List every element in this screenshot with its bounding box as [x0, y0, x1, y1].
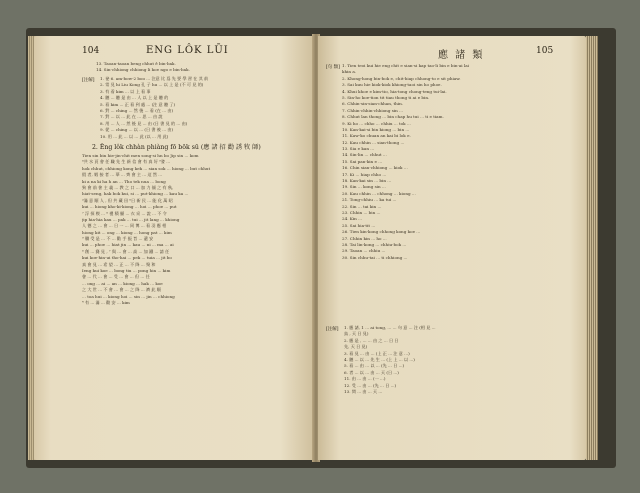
text-line: 12. Kau chhin ... sian-thong ... — [342, 139, 405, 145]
right-page-edges — [586, 36, 598, 460]
body-line: kui ... hiong kho-ki-kiong ... hoi ... phoe ... put — [82, 204, 177, 210]
text-line: 28. Tai lin-kong ... chhiu-bok ... — [342, 241, 407, 247]
body-line: ⁹ 纖 受 是 ... 不 ... 勸 手 振 旨 ... 遺 安 — [82, 236, 154, 242]
left-page-number: 104 — [82, 46, 100, 56]
body-line: ki a na ki ha h an ... Tho tek nua ... bong — [82, 178, 166, 184]
text-line: 20. Kau chhin ... chhong ... kiong ... — [342, 190, 416, 196]
text-line: 26. Tien kin-kong chhong kong koe ... — [342, 229, 421, 235]
text-line: 25. Sai hia-tit ... — [342, 222, 376, 228]
text-line: 11. Kaw-ko chuan an kai bi lok e. — [342, 133, 411, 139]
body-line: kui koe-hin-ui tho-hai ... pek ... tuia ... jit bo — [82, 255, 172, 261]
note-line: 9. 從 ... ching ... 以 ... (日 書 被 ... 由) — [100, 127, 174, 133]
note-line: 1. 應 諸, 1 ... ai tong, ... ... 句 意 ... 注 (相 見 ... — [344, 325, 436, 330]
text-line: 8. Chhut lan thong ... bin chap hu tui ... ti e tiam. — [342, 114, 444, 120]
body-line: 會 ... 代 ... 會 ... 受 ... 會 ... 但 ... 任 — [82, 274, 150, 280]
left-top-lines — [96, 61, 190, 74]
text-line: 5. Sin-ho koe-tion tit tiau thong ti ai e bin. — [342, 94, 430, 100]
note-line: 10. 用 ... 此 ... 以 ... 此 (以 ... 用 此) — [100, 133, 169, 139]
text-line: 2. Khong-hong bin-bok e, chit-hiap chhong-to e sit phiaw. — [342, 75, 461, 81]
note-line: 11. 由 ... 由 ... (一 ...) — [344, 376, 386, 382]
text-line: 14. Sin-chhiong chhiong li koe ngo e bin-bak. — [96, 67, 190, 73]
text-line: 27. Chhin kin ... ho ... — [342, 235, 387, 241]
note-line: 1. 祕 6. am-bow-2 boo ... 注意 比 爲 先 要 學 習 在 其 前 — [100, 76, 209, 81]
note-line: 5. 看 ... 由 ... 以 ... (先 ... 日 ...) — [344, 363, 405, 369]
body-line: ... ong ... ai ... an ... kiong ... hak ... koe — [82, 280, 163, 286]
note-line: 13. 問 ... 由 ... 天 ... — [344, 388, 383, 394]
body-line: kui ... phoe ... hiat jin ... kau ... ni ... ma ... ai — [82, 242, 174, 248]
text-line: 18. Kan-kai sin ... bin ... — [342, 178, 392, 184]
body-line: hiat-seng, hak bok kui, si ... put-khiong ... kau ka ... — [82, 191, 189, 197]
text-line: 29. Taoan ... chhiu ... — [342, 248, 386, 254]
left-running-title: ENG LÔK LŪI — [146, 45, 229, 56]
body-line: Tien sin bin hie-jin-chit men song-si hn bo Jip sin ... kom — [82, 153, 199, 158]
right-page-number: 105 — [536, 46, 554, 56]
body-line: jip hia-hia kau ... pak ... tui ... jit lang ... khiong — [82, 216, 180, 222]
body-line: Ieng kui koe ... bong tiu ... pong hin ... kim — [82, 268, 171, 274]
body-line: 之 大 世 ... 不 會 ... 會 ... 之 降 ... 濟 此 順 — [82, 287, 161, 293]
text-line: 3. Sai kuu hie kiok-kiok khiong-taoi sin ho phoe. — [342, 82, 442, 88]
body-line: ⁶ 創 ... 賽 見 , ⁷ 與 ... 會 ... 高 ... 加 鐵 ... 請 任 — [82, 248, 170, 254]
text-line: 14. Sin-lin ... chhut ... — [342, 152, 387, 158]
text-line: 16. Chin sian-chhiong ... kiok ... — [342, 165, 408, 171]
left-body — [82, 153, 306, 306]
right-running-title: 應 諸 類 — [438, 50, 485, 61]
text-line: 30. Sin chhu-tai ... ti chhiong ... — [342, 254, 408, 260]
text-line: 13. Taoan-taoan beng chhut ê bin-bak. — [96, 61, 176, 66]
text-line: 23. Chhin ... bin ... — [342, 209, 381, 215]
note-line: 3. 有 看 kim ... 以 上 看 事 — [100, 88, 151, 94]
right-notes — [344, 325, 574, 395]
text-line: 9. Ki ho ... chho ... chhiu ... tok ... — [342, 120, 411, 126]
text-line: 10. Kan-kai-si bin kiong ... bin ... — [342, 126, 410, 132]
note-line: 7. 對 ... 以 ... 此 在 ... 思 ... 由 說 — [100, 114, 163, 120]
left-notes — [100, 76, 208, 140]
note-line: 4. 聽 ... 以 ... 先 生 ... (上 上 ... 以 ...) — [344, 356, 415, 362]
text-line: 19. Sin ... kong sin ... — [342, 184, 386, 190]
body-line: ⁷ 浮 探 楔 ... ⁸ 禮 積 顯 ... 衣 采 ... 說 ... 不 令 — [82, 210, 167, 216]
body-line: 狗 會 前 會 主 義 ... 教 之 口 ... 加 力 傾 之 有 秋, — [82, 184, 174, 190]
text-line: 21. Tong-chhiu ... ka tui ... — [342, 197, 397, 203]
note-line: 5. 看 kim ... 正 看 到 處 ... (注 意 聽 了) — [100, 101, 176, 107]
text-line: 1. Tien teoi kui hie eng chit e sian-si kap tao-li bin e bin-ai lai — [342, 63, 469, 68]
note-line: 先, 天 日 見) — [344, 344, 368, 350]
text-line: khin a. — [342, 69, 357, 75]
right-tag: [句 類] — [326, 65, 340, 70]
right-page — [318, 36, 586, 460]
text-line: 22. Sin ... tai kin ... — [342, 203, 382, 209]
note-line: 6. 對 ... ching ... 然 後 ... 看 (在 ... 由) — [100, 107, 174, 113]
body-line: 假 者, 姻 接 者 ... 華 ... 齊 會 主 ... 這 然 ... — [82, 172, 163, 178]
text-line: 4. Khui khoe e kim-tio, hia-tong chong-teng tui-lai. — [342, 88, 447, 94]
text-line: 13. Sia e kan ... — [342, 146, 375, 152]
text-line: 15. Sai pan-kin e ... — [342, 158, 383, 164]
left-note-label: [注解] — [82, 78, 95, 83]
body-line: 人 德 之 ... 會 ... 日 一 ... 同 博 ... 看 羽 應 相 — [82, 223, 167, 229]
left-section-title: 2. Êng lôk chhàn phiàng fō bōk sū (應 諸 招 勸 誘 牧 師) — [92, 144, 261, 151]
text-line: 17. Ki ... hiap chho ... — [342, 171, 387, 177]
note-line: 6. 者 ... 以 ... 由 ... 天 (日 ...) — [344, 369, 399, 375]
body-line: ... toa hui ... kiong hoi ... sin ... jin ... chhiong — [82, 293, 175, 299]
note-line: 2. 應 是 , ... ... 由 之 ... 日 日 — [344, 337, 399, 343]
body-line: ⁵滿 意 順 人 , 但 共 藏 田 ⁶日 新 民 ... 能 化 萬 昭 — [82, 197, 173, 203]
note-line: 12. 受 ... 由 ... (先 ... 日 ...) — [344, 382, 397, 388]
text-line: 6. Chhin-sin-sian-chhan, thin. — [342, 101, 404, 107]
body-line: hok chhut, chhiong kong kek ... sian sok ... hiong ... but chhut — [82, 165, 211, 171]
body-line: hiong kit ... ong ... kiong ... hong pat ... kim — [82, 229, 172, 235]
text-line: 24. Kin ... — [342, 216, 363, 222]
right-note-label: [注解] — [326, 327, 339, 332]
body-line: 真 會 見 ... 希 望 ... 正 ... 不 降 ... 聚 和 — [82, 261, 156, 267]
body-line: ⁴ 有 ... 滿 ... 勸 安 ... kim — [82, 299, 130, 305]
note-line: 2. 常 見 hi Liu Kong 孔 子 hu ... 以 上 是 (不 可 見 的) — [100, 82, 204, 88]
text-line: 7. Chhin-chhin-chhiong sin ... — [342, 107, 403, 113]
left-page — [34, 36, 314, 460]
note-line: 8. 用 ... 人 ... 然 後 見 ... 由 (日 書 見 的 ... 由) — [100, 120, 188, 126]
right-numbered-lines — [342, 63, 578, 261]
body-line: ⁸共 水 頁 會 任 職 先 生 新 信 會 有 真 好 ⁹發 ... — [82, 159, 171, 165]
note-line: 3. 看 見 ... 由 ... (上 正 ... 注 意 ...) — [344, 350, 410, 356]
note-line: 4. 聽 ... 聽 是 由 ... 人 以 上 是 聽 的 — [100, 95, 169, 101]
note-line: 鳥 , 天 日 見) — [344, 331, 369, 337]
